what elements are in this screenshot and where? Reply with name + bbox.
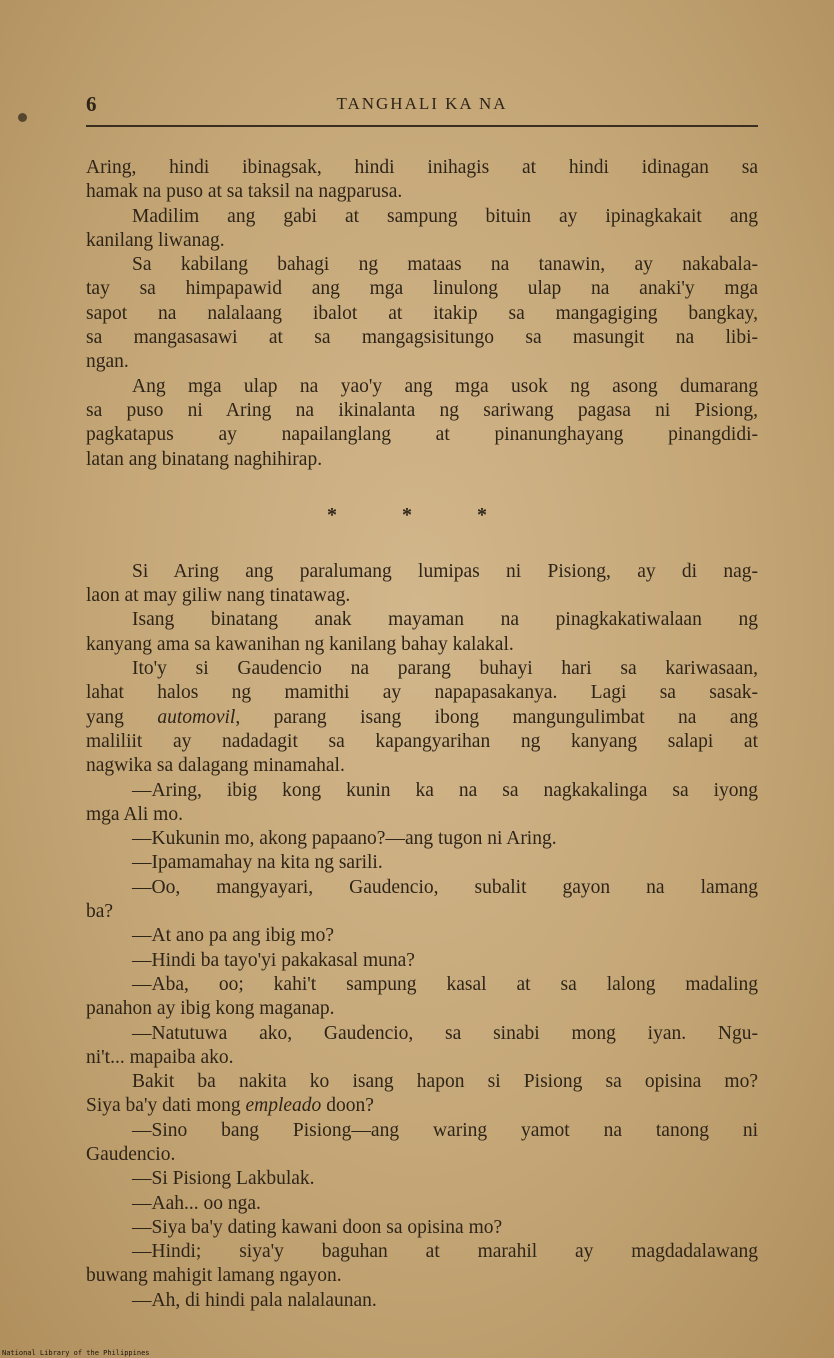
text-line: —Sino bang Pisiong—ang waring yamot na tanong ni: [132, 1119, 758, 1141]
text-line: —Ipamamahay na kita ng sarili.: [132, 852, 383, 874]
text-line: tay sa himpapawid ang mga linulong ulap na anaki'y mga: [86, 278, 758, 300]
text-line: nagwika sa dalagang minamahal.: [86, 755, 345, 777]
text-line: Aring, hindi ibinagsak, hindi inihagis at hindi idinagan sa: [86, 157, 758, 178]
text-line: panahon ay ibig kong maganap.: [86, 998, 335, 1020]
text-line: Bakit ba nakita ko isang hapon si Pisiong sa opisina mo?: [132, 1071, 758, 1093]
library-credit: National Library of the Philippines: [2, 1349, 150, 1357]
text-line: —Aring, ibig kong kunin ka na sa nagkakalinga sa iyong: [132, 779, 758, 801]
text-line: ba?: [86, 901, 114, 923]
text-line: latan ang binatang naghihirap.: [86, 448, 323, 470]
ink-blot: [18, 113, 27, 122]
text-line: maliliit ay nadadagit sa kapangyarihan ng kanyang salapi at: [86, 730, 758, 752]
section-ornament: * * *: [327, 503, 517, 526]
text-line: pagkatapus ay napailanglang at pinanunghayang pinangdidi-: [86, 424, 758, 446]
text-line: Si Aring ang paralumang lumipas ni Pisiong, ay di nag-: [132, 560, 758, 582]
text-line: Sa kabilang bahagi ng mataas na tanawin, ay nakabala-: [132, 254, 758, 276]
text-line: —Hindi; siya'y baguhan at marahil ay magdadalawang: [132, 1241, 758, 1263]
italic-word: empleado: [245, 1095, 322, 1117]
section-break: [86, 472, 758, 560]
body-text: [86, 156, 758, 1313]
text-line: —Natutuwa ako, Gaudencio, sa sinabi mong iyan. Ngu-: [132, 1022, 758, 1044]
text-line: buwang mahigit lamang ngayon.: [86, 1265, 342, 1287]
page-header: [86, 92, 758, 122]
text-line: sa puso ni Aring na ikinalanta ng sariwang pagasa ni Pisiong,: [86, 399, 758, 421]
text-line: Isang binatang anak mayaman na pinagkakatiwalaan ng: [132, 609, 758, 631]
text-line: yang automovil, parang isang ibong mangungulimbat na ang: [86, 706, 759, 728]
text-line: —Oo, mangyayari, Gaudencio, subalit gayon na lamang: [132, 876, 758, 898]
text-line: —Siya ba'y dating kawani doon sa opisina mo?: [132, 1216, 503, 1238]
text-line: sa mangasasawi at sa mangagsisitungo sa masungit na libi-: [86, 327, 758, 349]
text-line: —Hindi ba tayo'yi pakakasal muna?: [132, 949, 415, 971]
text-line: Ito'y si Gaudencio na parang buhayi hari sa kariwasaan,: [132, 658, 758, 680]
page-number: 6: [86, 92, 97, 116]
text-line: kanyang ama sa kawanihan ng kanilang bahay kalakal.: [86, 633, 514, 655]
running-title: TANGHALI KA NA: [336, 94, 508, 113]
text-line: hamak na puso at sa taksil na nagparusa.: [86, 181, 403, 203]
text-line: —Ah, di hindi pala nalalaunan.: [132, 1289, 377, 1311]
header-rule: [86, 125, 758, 127]
text-line: Madilim ang gabi at sampung bituin ay ipinagkakait ang: [132, 205, 758, 227]
text-line: mga Ali mo.: [86, 803, 183, 825]
text-line: Ang mga ulap na yao'y ang mga usok ng asong dumarang: [132, 375, 758, 397]
text-line: —Aah... oo nga.: [132, 1192, 261, 1214]
text-line: laon at may giliw nang tinatawag.: [86, 585, 351, 607]
text-line: —Kukunin mo, akong papaano?—ang tugon ni Aring.: [132, 828, 557, 850]
text-line: lahat halos ng mamithi ay napapasakanya. Lagi sa sasak-: [86, 682, 758, 704]
text-line: —Aba, oo; kahi't sampung kasal at sa lalong madaling: [132, 973, 758, 995]
text-line: ngan.: [86, 351, 129, 373]
text-line: —Si Pisiong Lakbulak.: [132, 1168, 315, 1190]
text-line: sapot na nalalaang ibalot at itakip sa mangagiging bangkay,: [86, 302, 758, 324]
italic-word: automovil: [157, 706, 236, 728]
text-line: Gaudencio.: [86, 1143, 176, 1165]
text-line: Siya ba'y dati mong empleado doon?: [86, 1095, 374, 1117]
text-line: ni't... mapaiba ako.: [86, 1046, 234, 1068]
text-line: kanilang liwanag.: [86, 229, 225, 251]
text-line: —At ano pa ang ibig mo?: [132, 925, 334, 947]
